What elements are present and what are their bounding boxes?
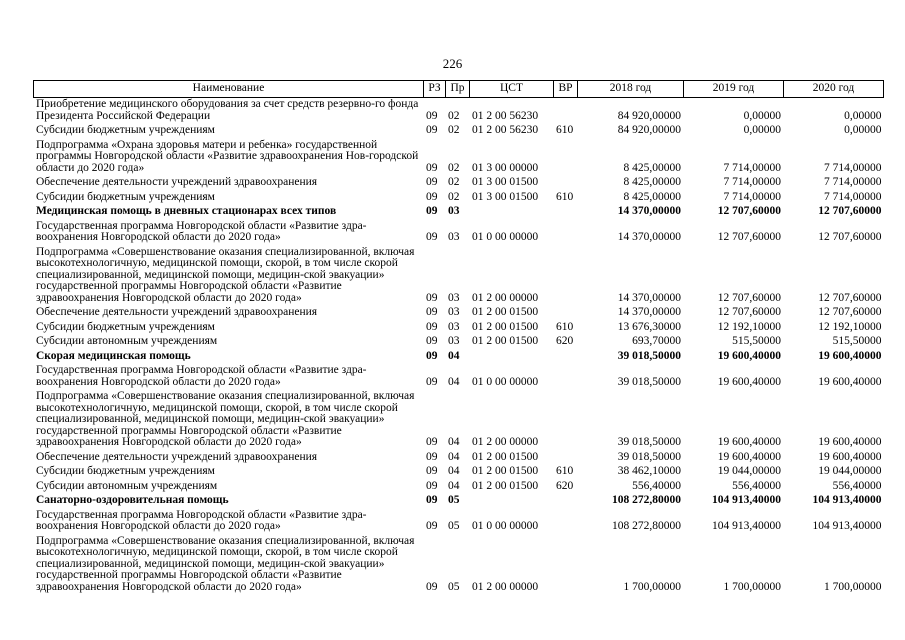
cell-vr: 610 [556,124,574,136]
header-name: Наименование [34,81,424,98]
cell-cst: 01 2 00 00000 [472,436,539,448]
cell-pr: 02 [448,109,460,122]
cell-cst: 01 3 00 01500 [472,190,539,203]
cell-y2020: 19 600,40000 [818,450,882,463]
cell-rz: 09 [426,109,438,122]
table-row [34,321,884,336]
cell-pr: 04 [448,479,460,492]
cell-y2019: 12 707,60000 [717,291,781,304]
budget-table [33,80,884,595]
cell-cst: 01 2 00 56230 [472,124,539,136]
cell-pr: 03 [448,205,460,217]
cell-y2019: 12 707,60000 [717,306,781,318]
cell-y2020: 0,00000 [844,109,882,122]
table-row [34,335,884,350]
cell-y2019: 7 714,00000 [723,176,781,188]
table-header-row [34,81,884,98]
cell-name: Подпрограмма «Совершенствование оказания специализированной, включая высокотехнологичную, медицинской помощи, скорой, в том числе скорой специализированной, медицинской помощи, медицин-ской эвакуации» государственной программы Новгородской области «Развитие здравоохранения Новгородской области до 2020 года» [36,245,415,304]
table-row [34,451,884,466]
cell-name: Субсидии бюджетным учреждениям [36,320,215,333]
cell-y2020: 104 913,40000 [812,494,882,506]
cell-cst: 01 2 00 00000 [472,580,539,593]
cell-pr: 02 [448,176,460,188]
page-number: 226 [442,56,463,71]
cell-y2019: 19 600,40000 [717,375,781,388]
cell-vr [554,364,578,390]
cell-cst: 01 0 00 00000 [472,375,539,388]
cell-name: Обеспечение деятельности учреждений здравоохранения [36,176,318,188]
cell-rz: 09 [426,231,438,243]
cell-cst [470,350,554,365]
cell-vr [554,451,578,466]
cell-y2019: 12 707,60000 [717,205,781,217]
cell-y2019: 104 913,40000 [712,494,781,506]
cell-y2020: 12 707,60000 [818,205,882,217]
cell-rz: 09 [426,580,438,593]
cell-vr: 610 [556,190,574,203]
cell-cst: 01 2 00 01500 [472,320,539,333]
cell-cst: 01 0 00 00000 [472,520,539,532]
cell-vr [554,350,578,365]
cell-y2020: 12 707,60000 [818,306,882,318]
header-2019: 2019 год [684,81,784,98]
cell-y2018: 14 370,00000 [617,291,681,304]
cell-cst: 01 2 00 01500 [472,450,539,463]
cell-rz: 09 [426,335,438,347]
cell-cst: 01 2 00 01500 [472,335,539,347]
cell-rz: 09 [426,124,438,136]
cell-y2019: 19 044,00000 [717,465,781,477]
cell-pr: 02 [448,161,460,174]
cell-pr: 05 [448,494,460,506]
cell-y2018: 8 425,00000 [623,161,681,174]
cell-rz: 09 [426,176,438,188]
cell-y2018: 108 272,80000 [612,520,681,532]
cell-y2018: 8 425,00000 [623,176,681,188]
cell-rz: 09 [426,520,438,532]
cell-y2019: 7 714,00000 [723,161,781,174]
cell-name: Государственная программа Новгородской области «Развитие здра-воохранения Новгородской области до 2020 года» [36,364,367,388]
cell-name: Приобретение медицинского оборудования за счет средств резервно-го фонда Президента Российской Федерации [36,98,419,122]
cell-vr [554,98,578,125]
cell-rz: 09 [426,465,438,477]
cell-cst [470,205,554,220]
cell-rz: 09 [426,190,438,203]
cell-y2020: 104 913,40000 [812,520,882,532]
cell-y2018: 556,40000 [632,479,681,492]
cell-cst: 01 2 00 01500 [472,479,539,492]
cell-name: Обеспечение деятельности учреждений здравоохранения [36,306,318,318]
cell-y2020: 19 044,00000 [818,465,882,477]
cell-pr: 04 [448,450,460,463]
header-rz: РЗ [424,81,446,98]
cell-vr: 620 [556,335,574,347]
cell-vr [554,509,578,535]
cell-y2020: 19 600,40000 [818,375,882,388]
cell-name: Субсидии бюджетным учреждениям [36,124,215,136]
cell-name: Подпрограмма «Совершенствование оказания специализированной, включая высокотехнологичную, медицинской помощи, скорой, в том числе скорой специализированной, медицинской помощи, медицин-ской эвакуации» государственной программы Новгородской области «Развитие здравоохранения Новгородской области до 2020 года» [36,390,415,448]
cell-name: Субсидии автономным учреждениям [36,479,218,492]
table-row [34,191,884,206]
cell-vr [554,494,578,509]
table-row [34,535,884,596]
cell-y2020: 7 714,00000 [824,161,882,174]
table-row [34,176,884,191]
table-row [34,509,884,535]
cell-name: Субсидии бюджетным учреждениям [36,465,215,477]
cell-y2020: 19 600,40000 [818,349,882,362]
cell-rz: 09 [426,494,438,506]
cell-pr: 03 [448,320,460,333]
cell-rz: 09 [426,291,438,304]
table-row [34,390,884,451]
cell-y2019: 1 700,00000 [723,580,781,593]
cell-rz: 09 [426,479,438,492]
cell-y2018: 14 370,00000 [617,306,681,318]
cell-name: Государственная программа Новгородской области «Развитие здра-воохранения Новгородской области до 2020 года» [36,508,367,532]
header-2018: 2018 год [578,81,684,98]
cell-pr: 03 [448,231,460,243]
cell-vr: 610 [556,465,574,477]
cell-pr: 03 [448,335,460,347]
table-row [34,465,884,480]
cell-y2019: 556,40000 [732,479,781,492]
cell-rz: 09 [426,205,438,217]
cell-rz: 09 [426,450,438,463]
cell-name: Государственная программа Новгородской области «Развитие здра-воохранения Новгородской области до 2020 года» [36,219,367,243]
table-row [34,124,884,139]
cell-pr: 04 [448,465,460,477]
cell-pr: 05 [448,580,460,593]
cell-y2019: 19 600,40000 [717,450,781,463]
cell-y2020: 515,50000 [832,335,882,347]
header-vr: ВР [554,81,578,98]
cell-y2018: 8 425,00000 [623,190,681,203]
cell-vr [554,390,578,451]
cell-pr: 02 [448,190,460,203]
table-row [34,98,884,125]
table-row [34,246,884,307]
cell-pr: 03 [448,291,460,304]
cell-cst [470,494,554,509]
cell-y2020: 7 714,00000 [824,190,882,203]
cell-cst: 01 2 00 01500 [472,465,539,477]
cell-cst: 01 2 00 00000 [472,291,539,304]
cell-vr: 610 [556,320,574,333]
cell-pr: 04 [448,375,460,388]
cell-pr: 04 [448,349,460,362]
cell-pr: 04 [448,436,460,448]
cell-name: Скорая медицинская помощь [36,349,191,362]
cell-y2020: 0,00000 [844,124,882,136]
cell-y2020: 12 707,60000 [818,231,882,243]
cell-rz: 09 [426,306,438,318]
cell-y2018: 84 920,00000 [617,109,681,122]
cell-y2018: 1 700,00000 [623,580,681,593]
cell-y2019: 104 913,40000 [712,520,781,532]
cell-y2018: 39 018,50000 [617,436,681,448]
cell-y2018: 13 676,30000 [617,320,681,333]
cell-vr [554,306,578,321]
table-row [34,139,884,177]
cell-cst: 01 3 00 01500 [472,176,539,188]
cell-y2020: 12 707,60000 [818,291,882,304]
header-2020: 2020 год [784,81,884,98]
table-row [34,480,884,495]
cell-y2020: 1 700,00000 [824,580,882,593]
cell-cst: 01 2 00 01500 [472,306,539,318]
table-row [34,364,884,390]
cell-y2020: 19 600,40000 [818,436,882,448]
cell-y2018: 14 370,00000 [617,205,681,217]
cell-y2019: 12 192,10000 [717,320,781,333]
cell-pr: 05 [448,520,460,532]
cell-rz: 09 [426,320,438,333]
cell-name: Субсидии бюджетным учреждениям [36,190,215,203]
cell-name: Медицинская помощь в дневных стационарах всех типов [36,205,337,217]
cell-y2020: 556,40000 [832,479,882,492]
cell-cst: 01 3 00 00000 [472,161,539,174]
cell-rz: 09 [426,375,438,388]
cell-name: Санаторно-оздоровительная помощь [36,494,229,506]
cell-cst: 01 2 00 56230 [472,109,539,122]
cell-y2018: 84 920,00000 [617,124,681,136]
cell-vr [554,220,578,246]
cell-y2020: 12 192,10000 [818,320,882,333]
cell-vr: 620 [556,479,574,492]
cell-name: Обеспечение деятельности учреждений здравоохранения [36,450,318,463]
cell-y2018: 39 018,50000 [617,349,681,362]
cell-rz: 09 [426,349,438,362]
header-cst: ЦСТ [470,81,554,98]
cell-y2019: 7 714,00000 [723,190,781,203]
cell-pr: 02 [448,124,460,136]
cell-rz: 09 [426,161,438,174]
cell-y2018: 108 272,80000 [612,494,681,506]
cell-y2019: 19 600,40000 [717,349,781,362]
cell-vr [554,246,578,307]
cell-y2019: 0,00000 [743,109,781,122]
cell-y2019: 12 707,60000 [717,231,781,243]
cell-y2019: 19 600,40000 [717,436,781,448]
cell-vr [554,535,578,596]
header-pr: Пр [446,81,470,98]
cell-pr: 03 [448,306,460,318]
cell-vr [554,139,578,177]
cell-name: Субсидии автономным учреждениям [36,335,218,347]
cell-y2019: 515,50000 [732,335,781,347]
cell-vr [554,176,578,191]
cell-name: Подпрограмма «Охрана здоровья матери и ребенка» государственной программы Новгородской области «Развитие здравоохранения Нов-городской области до 2020 года» [36,138,419,174]
cell-y2019: 0,00000 [743,124,781,136]
table-body [34,98,884,596]
cell-y2018: 39 018,50000 [617,375,681,388]
table-row [34,306,884,321]
cell-y2020: 7 714,00000 [824,176,882,188]
cell-y2018: 39 018,50000 [617,450,681,463]
cell-name: Подпрограмма «Совершенствование оказания специализированной, включая высокотехнологичную, медицинской помощи, скорой, в том числе скорой специализированной, медицинской помощи, медицин-ской эвакуации» государственной программы Новгородской области «Развитие здравоохранения Новгородской области до 2020 года» [36,534,415,593]
cell-vr [554,205,578,220]
table-row [34,220,884,246]
table-row [34,494,884,509]
cell-y2018: 38 462,10000 [617,465,681,477]
cell-y2018: 693,70000 [632,335,681,347]
table-row [34,350,884,365]
table-row [34,205,884,220]
cell-cst: 01 0 00 00000 [472,231,539,243]
cell-y2018: 14 370,00000 [617,231,681,243]
cell-rz: 09 [426,436,438,448]
